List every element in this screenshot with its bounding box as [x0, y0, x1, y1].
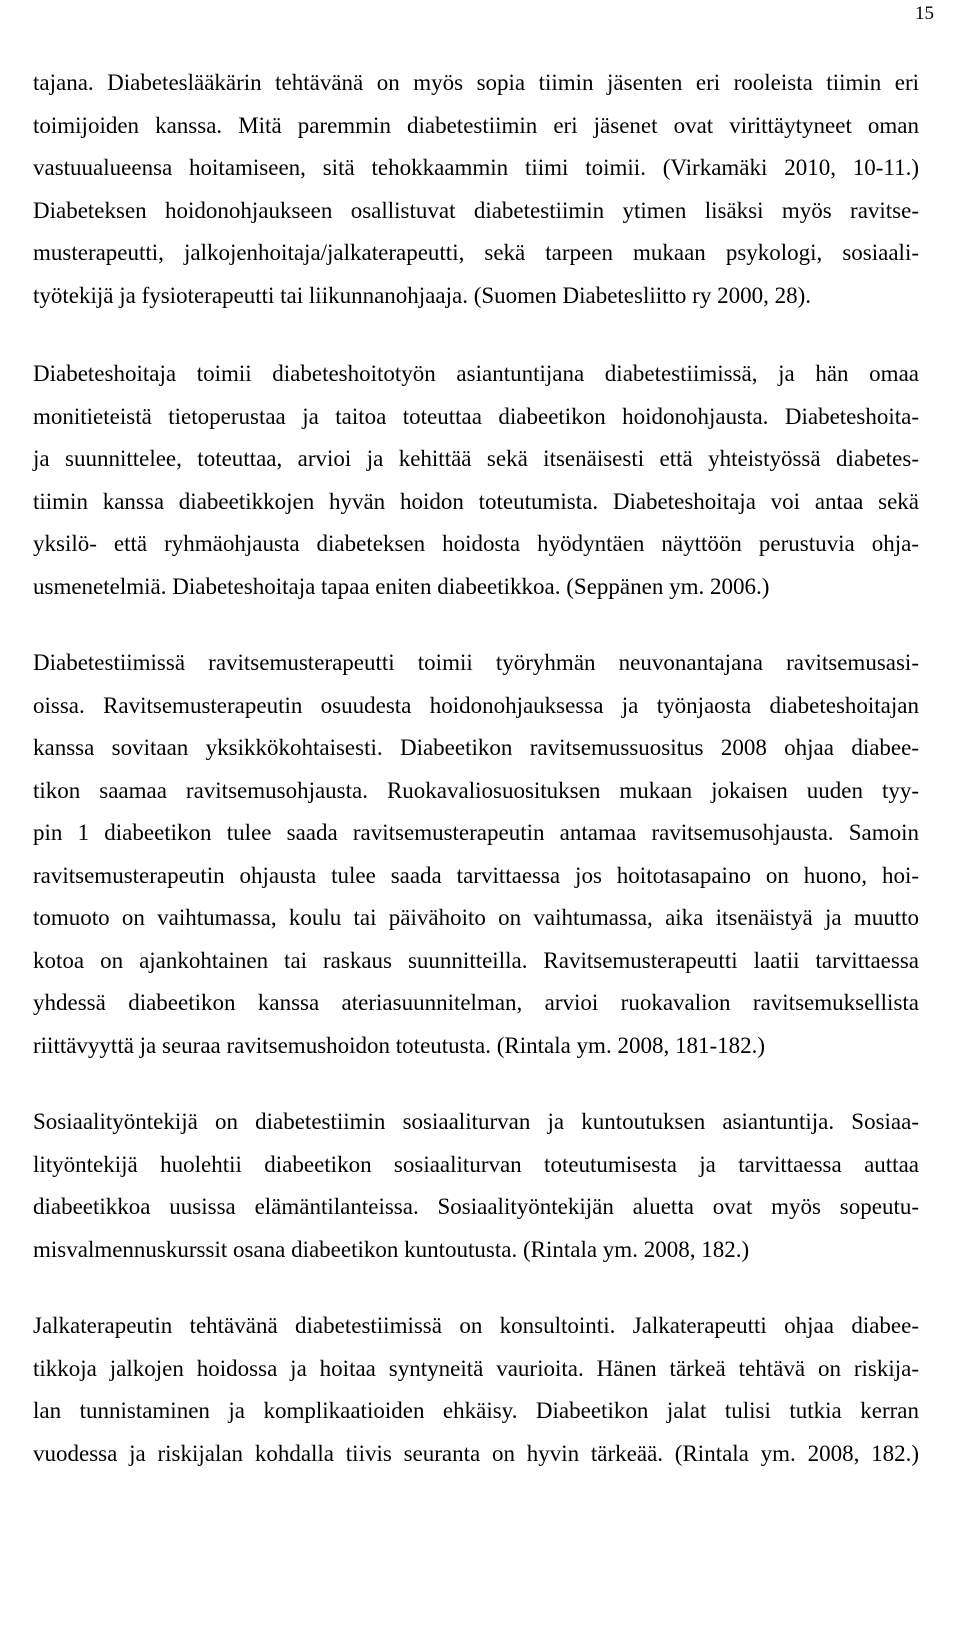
text-line: monitieteistä tietoperustaa ja taitoa toteuttaa diabeetikon hoidonohjausta. Diabeteshoita- [33, 403, 919, 429]
text-line: tajana. Diabeteslääkärin tehtävänä on myös sopia tiimin jäsenten eri rooleista tiimin eri [33, 70, 919, 95]
text-line: musterapeutti, jalkojenhoitaja/jalkaterapeutti, sekä tarpeen mukaan psykologi, sosiaali- [33, 240, 919, 265]
paragraph-diabetes-nurse [33, 353, 919, 608]
text-line: Diabetestiimissä ravitsemusterapeutti toimii työryhmän neuvonantajana ravitsemusasi- [33, 650, 919, 675]
text-line: lityöntekijä huolehtii diabeetikon sosiaaliturvan toteutumisesta ja tarvittaessa auttaa [33, 1151, 919, 1177]
text-line: pin 1 diabeetikon tulee saada ravitsemusterapeutin antamaa ravitsemusohjausta. Samoin [33, 820, 919, 845]
text-line: vastuualueensa hoitamiseen, sitä tehokkaammin tiimi toimii. (Virkamäki 2010, 10-11.) [33, 155, 919, 180]
text-line: kotoa on ajankohtainen tai raskaus suunnitteilla. Ravitsemusterapeutti laatii tarvittaessa [33, 947, 919, 973]
page-number: 15 [915, 3, 934, 24]
paragraph-nutrition-therapist [33, 642, 919, 1067]
document-body [33, 62, 919, 1475]
text-line: Diabeteksen hoidonohjaukseen osallistuvat diabetestiimin ytimen lisäksi myös ravitse- [33, 197, 919, 223]
text-line: yksilö- että ryhmäohjausta diabeteksen hoidosta hyödyntäen näyttöön perustuvia ohja- [33, 531, 919, 556]
text-line: oissa. Ravitsemusterapeutin osuudesta hoidonohjauksessa ja työnjaosta diabeteshoitajan [33, 692, 919, 718]
paragraph-foot-therapist [33, 1305, 919, 1475]
text-line: tomuoto on vaihtumassa, koulu tai päivähoito on vaihtumassa, aika itsenäistyä ja muutto [33, 905, 919, 930]
text-line: ravitsemusterapeutin ohjausta tulee saada tarvittaessa jos hoitotasapaino on huono, hoi- [33, 862, 919, 888]
text-line: Diabeteshoitaja toimii diabeteshoitotyön asiantuntijana diabetestiimissä, ja hän omaa [33, 361, 919, 386]
text-line: toimijoiden kanssa. Mitä paremmin diabetestiimin eri jäsenet ovat virittäytyneet oman [33, 112, 919, 138]
text-line: Jalkaterapeutin tehtävänä diabetestiimissä on konsultointi. Jalkaterapeutti ohjaa diabee- [33, 1313, 919, 1338]
text-line: yhdessä diabeetikon kanssa ateriasuunnitelman, arvioi ruokavalion ravitsemuksellista [33, 990, 919, 1015]
text-line: misvalmennuskurssit osana diabeetikon kuntoutusta. (Rintala ym. 2008, 182.) [33, 1236, 750, 1262]
text-line: usmenetelmiä. Diabeteshoitaja tapaa eniten diabeetikkoa. (Seppänen ym. 2006.) [33, 573, 770, 599]
text-line: tiimin kanssa diabeetikkojen hyvän hoidon toteutumista. Diabeteshoitaja voi antaa sekä [33, 488, 919, 514]
paragraph-social-worker [33, 1101, 919, 1271]
text-line: diabeetikkoa uusissa elämäntilanteissa. Sosiaalityöntekijän aluetta ovat myös sopeutu- [33, 1194, 919, 1219]
text-line: lan tunnistaminen ja komplikaatioiden ehkäisy. Diabeetikon jalat tulisi tutkia kerran [33, 1398, 919, 1423]
text-line: Sosiaalityöntekijä on diabetestiimin sosiaaliturvan ja kuntoutuksen asiantuntija. Sosiaa- [33, 1109, 919, 1134]
text-line: tikkoja jalkojen hoidossa ja hoitaa syntyneitä vaurioita. Hänen tärkeä tehtävä on riskija- [33, 1355, 919, 1381]
text-line: työtekijä ja fysioterapeutti tai liikunnanohjaaja. (Suomen Diabetesliitto ry 2000, 28). [33, 282, 811, 308]
text-line: kanssa sovitaan yksikkökohtaisesti. Diabeetikon ravitsemussuositus 2008 ohjaa diabee- [33, 735, 919, 760]
text-line: tikon saamaa ravitsemusohjausta. Ruokavaliosuosituksen mukaan jokaisen uuden tyy- [33, 777, 919, 803]
paragraph-team-roles [33, 62, 919, 317]
text-line: ja suunnittelee, toteuttaa, arvioi ja kehittää sekä itsenäisesti että yhteistyössä diabetes- [33, 446, 919, 471]
text-line: riittävyyttä ja seuraa ravitsemushoidon toteutusta. (Rintala ym. 2008, 181-182.) [33, 1032, 766, 1058]
text-line: vuodessa ja riskijalan kohdalla tiivis seuranta on hyvin tärkeää. (Rintala ym. 2008, 182.) [33, 1440, 919, 1466]
